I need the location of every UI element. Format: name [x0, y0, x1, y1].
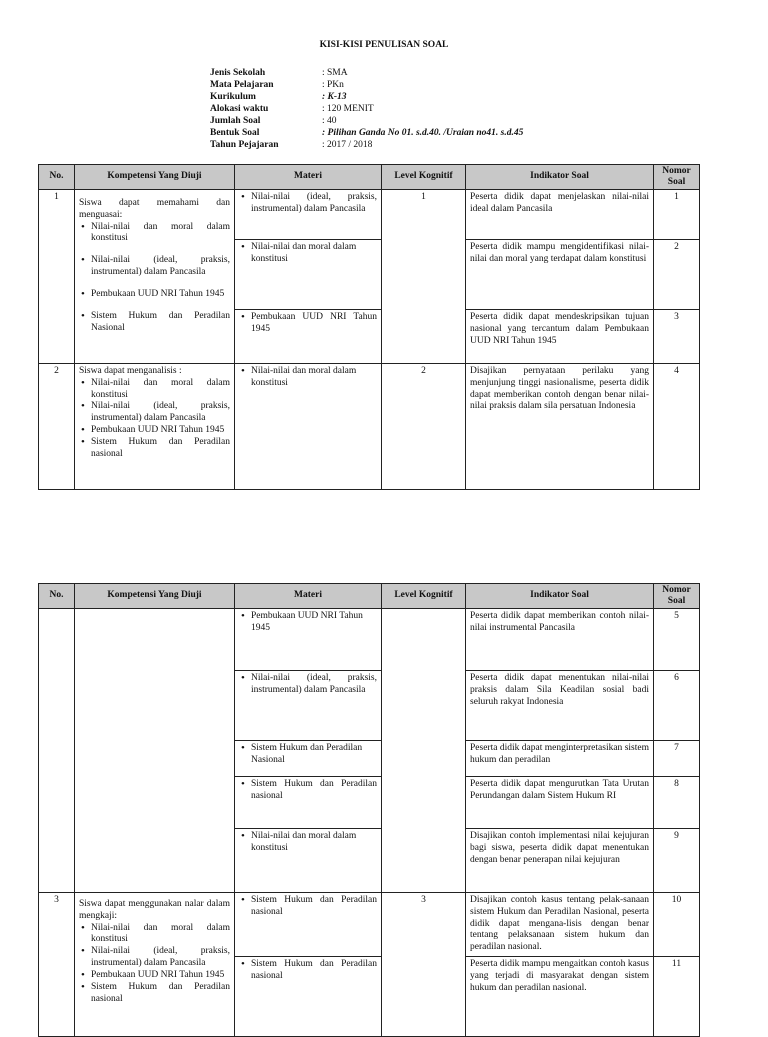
header-kompetensi: Kompetensi Yang Diuji — [75, 165, 235, 190]
indikator-cell: Disajikan contoh implementasi nilai kejujuran bagi siswa, peserta didik dapat menentukan dengan benar penerapan nilai kejujuran — [466, 828, 654, 892]
header-kompetensi: Kompetensi Yang Diuji — [75, 584, 235, 609]
kisi-table-1 — [38, 164, 700, 490]
list-item: • Nilai-nilai (ideal, praksis, instrumental) dalam Pancasila — [91, 401, 230, 425]
meta-key: Bentuk Soal — [210, 128, 260, 138]
meta-key: Jenis Sekolah — [210, 68, 266, 78]
meta-key: Mata Pelajaran — [210, 80, 274, 90]
list-item: • Pembukaan UUD NRI Tahun 1945 — [91, 425, 230, 437]
list-item: • Sistem Hukum dan Peradilan Nasional — [91, 311, 230, 335]
kompetensi-cell — [75, 892, 235, 1036]
nomor-soal-cell: 5 — [654, 608, 700, 670]
list-item: • Sistem Hukum dan Peradilan nasional — [91, 982, 230, 1006]
list-item: • Nilai-nilai (ideal, praksis, instrumental) dalam Pancasila — [251, 192, 377, 216]
nomor-soal-cell: 10 — [654, 892, 700, 956]
list-item: • Nilai-nilai (ideal, praksis, instrumental) dalam Pancasila — [91, 255, 230, 279]
list-item: • Nilai-nilai dan moral dalam konstitusi — [91, 222, 230, 246]
nomor-soal-cell: 9 — [654, 828, 700, 892]
level-cell: 2 — [382, 363, 466, 489]
level-cell: 3 — [382, 892, 466, 1036]
meta-key: Kurikulum — [210, 92, 256, 102]
nomor-soal-cell: 11 — [654, 957, 700, 1037]
table-row — [39, 608, 700, 670]
header-no: No. — [39, 584, 75, 609]
list-item: • Pembukaan UUD NRI Tahun 1945 — [91, 970, 230, 982]
meta-key: Tahun Pejajaran — [210, 140, 279, 150]
meta-value: : 2017 / 2018 — [322, 140, 373, 150]
list-item: • Nilai-nilai (ideal, praksis, instrumental) dalam Pancasila — [251, 673, 377, 697]
header-no: No. — [39, 165, 75, 190]
list-item: • Nilai-nilai dan moral dalam konstitusi — [251, 366, 377, 390]
kompetensi-cell — [75, 608, 235, 892]
kompetensi-intro: Siswa dapat menggunakan nalar dalam mengkaji: — [79, 898, 230, 921]
meta-value: : 40 — [322, 116, 337, 126]
header-nomor-soal: Nomor Soal — [654, 584, 700, 609]
table-row — [39, 892, 700, 956]
meta-value: : 120 MENIT — [322, 104, 374, 114]
nomor-soal-cell: 2 — [654, 239, 700, 309]
meta-value: : K-13 — [322, 92, 347, 102]
nomor-soal-cell: 8 — [654, 776, 700, 828]
header-indikator: Indikator Soal — [466, 584, 654, 609]
nomor-soal-cell: 1 — [654, 189, 700, 239]
header-indikator: Indikator Soal — [466, 165, 654, 190]
materi-cell — [235, 363, 382, 489]
list-item: • Nilai-nilai dan moral dalam konstitusi — [91, 378, 230, 402]
meta-info — [210, 68, 523, 152]
list-item: • Pembukaan UUD NRI Tahun 1945 — [251, 312, 377, 336]
kisi-table-2 — [38, 583, 700, 1037]
list-item: • Pembukaan UUD NRI Tahun 1945 — [91, 289, 230, 301]
indikator-cell: Peserta didik dapat memberikan contoh nilai-nilai instrumental Pancasila — [466, 608, 654, 670]
kompetensi-cell — [75, 363, 235, 489]
level-cell: 1 — [382, 189, 466, 363]
meta-key: Alokasi waktu — [210, 104, 269, 114]
header-level: Level Kognitif — [382, 165, 466, 190]
list-item: • Sistem Hukum dan Peradilan nasional — [251, 959, 377, 983]
indikator-cell: Disajikan contoh kasus tentang pelak-sanaan sistem Hukum dan Peradilan Nasional, peserta didik dapat mengana-lisis dengan benar tentang pelaksanaan sistem hukum dan peradilan nasional. — [466, 892, 654, 956]
materi-cell — [235, 608, 382, 670]
materi-cell — [235, 189, 382, 239]
nomor-soal-cell: 3 — [654, 309, 700, 363]
kompetensi-intro: Siswa dapat memahami dan menguasai: — [79, 197, 230, 220]
meta-value: : PKn — [322, 80, 344, 90]
materi-cell — [235, 670, 382, 740]
indikator-cell: Disajikan pernyataan perilaku yang menjunjung tinggi nasionalisme, peserta didik dapat memberikan contoh dengan benar nilai-nilai praksis dalam sila persatuan Indonesia — [466, 363, 654, 489]
kompetensi-cell — [75, 189, 235, 363]
document-title: KISI-KISI PENULISAN SOAL — [319, 40, 449, 50]
list-item: • Nilai-nilai (ideal, praksis, instrumental) dalam Pancasila — [91, 946, 230, 970]
meta-value: : Pilihan Ganda No 01. s.d.40. /Uraian no41. s.d.45 — [322, 128, 524, 138]
materi-cell — [235, 828, 382, 892]
materi-cell — [235, 776, 382, 828]
list-item: • Sistem Hukum dan Peradilan nasional — [251, 895, 377, 919]
nomor-soal-cell: 7 — [654, 740, 700, 776]
nomor-soal-cell: 4 — [654, 363, 700, 489]
header-materi: Materi — [235, 584, 382, 609]
list-item: • Sistem Hukum dan Peradilan nasional — [251, 779, 377, 803]
list-item: • Nilai-nilai dan moral dalam konstitusi — [251, 831, 377, 855]
row-number: 3 — [39, 892, 75, 1036]
list-item: • Pembukaan UUD NRI Tahun 1945 — [251, 611, 377, 635]
list-item: • Sistem Hukum dan Peradilan nasional — [91, 437, 230, 461]
table-row — [39, 189, 700, 239]
header-nomor-soal: Nomor Soal — [654, 165, 700, 190]
indikator-cell: Peserta didik dapat menjelaskan nilai-nilai ideal dalam Pancasila — [466, 189, 654, 239]
list-item: • Nilai-nilai dan moral dalam konstitusi — [251, 242, 377, 266]
row-number: 2 — [39, 363, 75, 489]
table-row — [39, 363, 700, 489]
materi-cell — [235, 740, 382, 776]
list-item: • Nilai-nilai dan moral dalam konstitusi — [91, 923, 230, 947]
materi-cell — [235, 239, 382, 309]
meta-value: : SMA — [322, 68, 348, 78]
list-item: • Sistem Hukum dan Peradilan Nasional — [251, 743, 377, 767]
indikator-cell: Peserta didik dapat mengurutkan Tata Urutan Perundangan dalam Sistem Hukum RI — [466, 776, 654, 828]
materi-cell — [235, 309, 382, 363]
indikator-cell: Peserta didik dapat mendeskripsikan tujuan nasional yang tercantum dalam Pembukaan UUD NRI Tahun 1945 — [466, 309, 654, 363]
indikator-cell: Peserta didik mampu mengaitkan contoh kasus yang terjadi di masyarakat dengan sistem hukum dan peradilan nasional. — [466, 957, 654, 1037]
kompetensi-intro: Siswa dapat menganalisis : — [79, 365, 182, 376]
level-cell — [382, 608, 466, 892]
header-level: Level Kognitif — [382, 584, 466, 609]
materi-cell — [235, 892, 382, 956]
materi-cell — [235, 957, 382, 1037]
indikator-cell: Peserta didik dapat menentukan nilai-nilai praksis dalam Sila Keadilan sosial badi seluruh rakyat Indonesia — [466, 670, 654, 740]
row-number: 1 — [39, 189, 75, 363]
meta-key: Jumlah Soal — [210, 116, 261, 126]
nomor-soal-cell: 6 — [654, 670, 700, 740]
indikator-cell: Peserta didik dapat menginterpretasikan sistem hukum dan peradilan — [466, 740, 654, 776]
indikator-cell: Peserta didik mampu mengidentifikasi nilai-nilai dan moral yang terdapat dalam konstitusi — [466, 239, 654, 309]
row-number — [39, 608, 75, 892]
header-materi: Materi — [235, 165, 382, 190]
